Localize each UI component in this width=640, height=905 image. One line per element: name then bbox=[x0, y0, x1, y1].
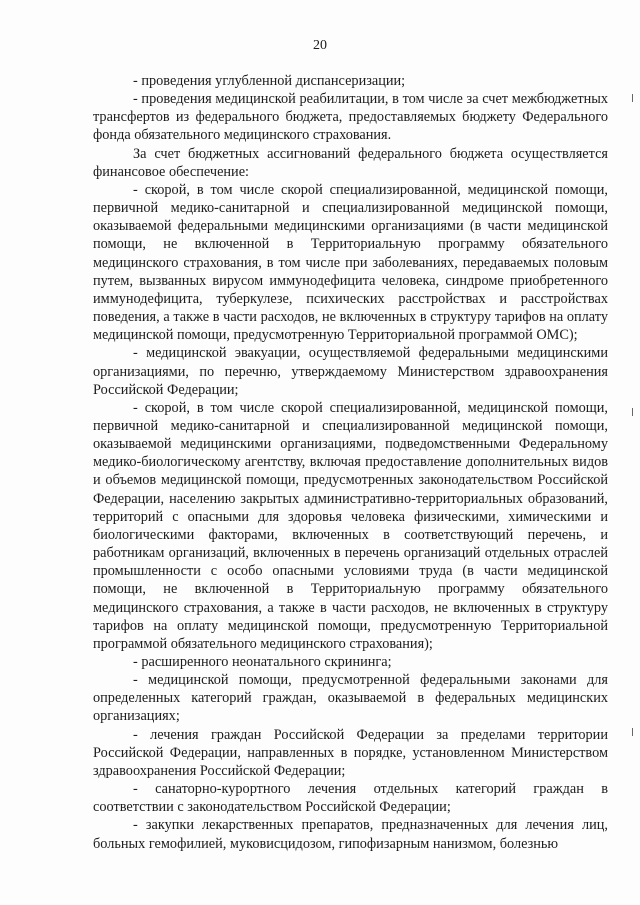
scan-mark bbox=[632, 408, 633, 416]
paragraph: - скорой, в том числе скорой специализированной, медицинской помощи, первичной медико-санитарной и специализированной медицинской помощи, оказываемой медицинскими организациями, подведомственными Федеральному медико-биологическому агентству, включая предоставление дополнительных видов и объемов медицинской помощи, предусмотренных законодательством Российской Федерации, населению закрытых административно-территориальных образований, территорий с опасными для здоровья человека физическими, химическими и биологическими факторами, включенных в соответствующий перечень, и работникам организаций, включенных в перечень организаций отдельных отраслей промышленности с особо опасными условиями труда (в части медицинской помощи, не включенной в Территориальную программу обязательного медицинского страхования, а также в части расходов, не включенных в структуру тарифов на оплату медицинской помощи, предусмотренную Территориальной программой обязательного медицинского страхования); bbox=[93, 399, 608, 652]
paragraph: За счет бюджетных ассигнований федерального бюджета осуществляется финансовое обеспечение: bbox=[93, 145, 608, 180]
paragraph: - санаторно-курортного лечения отдельных категорий граждан в соответствии с законодательством Российской Федерации; bbox=[93, 781, 608, 816]
paragraph: - закупки лекарственных препаратов, предназначенных для лечения лиц, больных гемофилией, муковисцидозом, гипофизарным нанизмом, болезнью bbox=[93, 817, 608, 852]
page-number: 20 bbox=[313, 38, 327, 53]
paragraph: - проведения медицинской реабилитации, в том числе за счет межбюджетных трансфертов из федерального бюджета, предоставляемых бюджету Федерального фонда обязательного медицинского страхования. bbox=[93, 91, 608, 144]
scan-mark bbox=[632, 94, 633, 102]
scan-mark bbox=[632, 728, 633, 736]
paragraph: - лечения граждан Российской Федерации за пределами территории Российской Федерации, направленных в порядке, установленном Министерством здравоохранения Российской Федерации; bbox=[93, 726, 608, 779]
paragraph: - расширенного неонатального скрининга; bbox=[133, 654, 392, 670]
paragraph: - проведения углубленной диспансеризации; bbox=[133, 73, 406, 89]
paragraph: - скорой, в том числе скорой специализированной, медицинской помощи, первичной медико-санитарной и специализированной медицинской помощи, оказываемой федеральными медицинскими организациями (в части медицинской помощи, не включенной в Территориальную программу обязательного медицинского страхования, в том числе при заболеваниях, передаваемых половым путем, вызванных вирусом иммунодефицита человека, синдроме приобретенного иммунодефицита, туберкулезе, психических расстройствах и расстройствах поведения, а также в части расходов, не включенных в структуру тарифов на оплату медицинской помощи, предусмотренную Территориальной программой ОМС); bbox=[93, 181, 608, 344]
body-text bbox=[93, 72, 608, 853]
paragraph: - медицинской помощи, предусмотренной федеральными законами для определенных категорий граждан, оказываемой в федеральных медицинских организациях; bbox=[93, 672, 608, 725]
paragraph: - медицинской эвакуации, осуществляемой федеральными медицинскими организациями, по перечню, утверждаемому Министерством здравоохранения Российской Федерации; bbox=[93, 345, 608, 398]
